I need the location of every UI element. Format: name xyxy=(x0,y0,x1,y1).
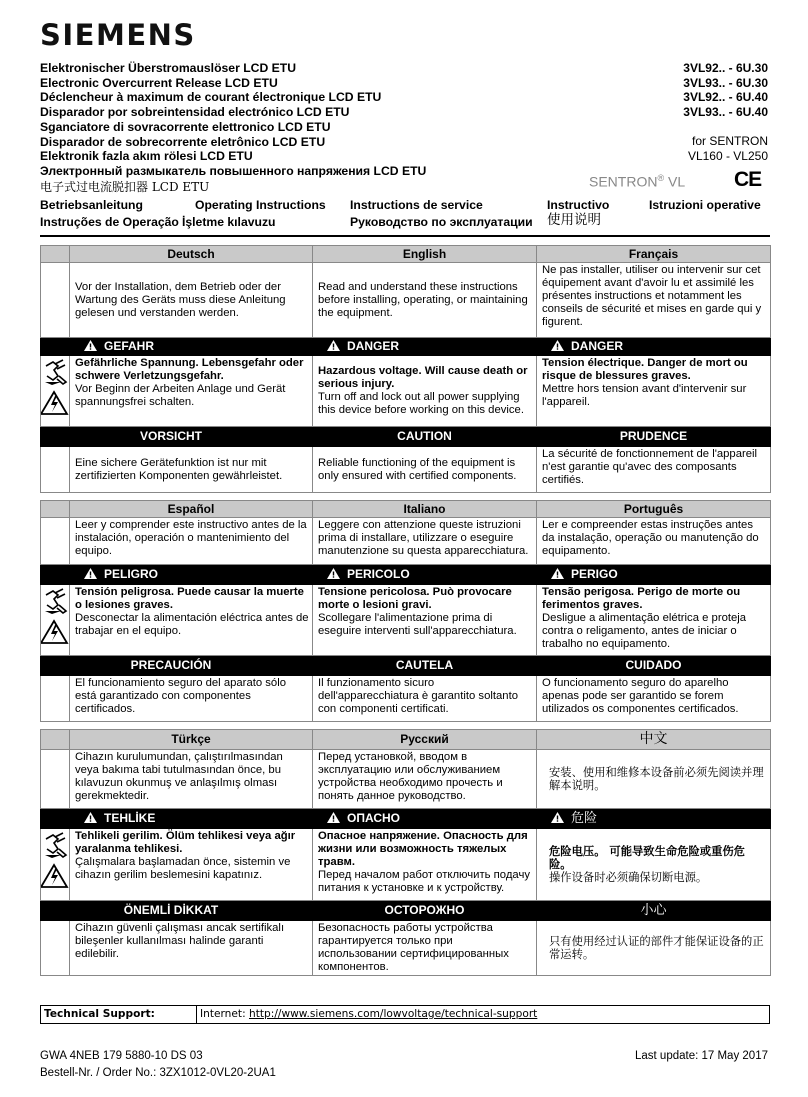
caution-label-row xyxy=(41,656,771,676)
doctype-fr: Instructions de service xyxy=(350,198,483,212)
caution-label: ОСТОРОЖНО xyxy=(313,901,537,921)
title-it: Sganciatore di sovracorrente elettronico LCD ETU xyxy=(40,119,331,134)
caution-text: La sécurité de fonctionnement de l'appareil n'est garantie qu'avec des composants certifiés. xyxy=(537,447,771,493)
danger-text xyxy=(313,829,537,901)
document-number: GWA 4NEB 179 5880-10 DS 03 xyxy=(40,1050,203,1062)
for-sentron-label: for SENTRON xyxy=(691,134,768,148)
intro-text: Vor der Installation, dem Betrieb oder der Wartung des Geräts muss diese Anleitung gelesen und verstanden werden. xyxy=(70,263,313,338)
danger-label xyxy=(70,565,313,585)
order-code: 3VL93.. - 6U.30 xyxy=(683,75,768,90)
ce-mark: CE xyxy=(734,168,762,191)
caution-label: 小心 xyxy=(537,901,771,921)
order-code: 3VL92.. - 6U.40 xyxy=(683,90,768,105)
doctype-it: Istruzioni operative xyxy=(649,198,761,212)
danger-instruction: 操作设备时必须确保切断电源。 xyxy=(549,871,708,884)
danger-bold-text: Hazardous voltage. Will cause death or serious injury. xyxy=(318,365,528,390)
danger-instruction: Scollegare l'alimentazione prima di eseguire interventi sull'apparecchiatura. xyxy=(318,612,517,637)
danger-label xyxy=(70,338,313,356)
hazard-icons xyxy=(41,356,70,427)
for-sentron xyxy=(688,134,768,163)
caution-text: Il funzionamento sicuro dell'apparecchiatura è garantito soltanto con componenti certificati. xyxy=(313,676,537,722)
danger-label xyxy=(313,565,537,585)
danger-bold-text: Tension électrique. Danger de mort ou risque de blessures graves. xyxy=(542,357,748,382)
order-codes xyxy=(683,61,768,120)
model-range: VL160 - VL250 xyxy=(687,148,768,163)
language-heading: Français xyxy=(537,246,771,263)
intro-text: 安装、使用和维修本设备前必须先阅读并理解本说明。 xyxy=(537,750,771,809)
order-number: Bestell-Nr. / Order No.: 3ZX1012-0VL20-2UA1 xyxy=(40,1067,276,1079)
title-zh: 电子式过电流脱扣器 LCD ETU xyxy=(40,179,210,194)
title-tr: Elektronik fazla akım rölesi LCD ETU xyxy=(40,149,253,164)
caution-label: PRECAUCIÓN xyxy=(70,656,313,676)
title-ru: Электронный размыкатель повышенного напряжения LCD ETU xyxy=(40,163,427,178)
intro-row xyxy=(41,750,771,809)
language-heading: 中文 xyxy=(537,730,771,750)
danger-label-text: PELIGRO xyxy=(104,567,159,581)
danger-text xyxy=(70,585,313,656)
support-prefix: Internet: xyxy=(200,1008,250,1020)
language-heading: Türkçe xyxy=(70,730,313,750)
danger-label xyxy=(313,809,537,829)
danger-label xyxy=(313,338,537,356)
danger-label-text: 危险 xyxy=(571,811,598,826)
danger-instruction: Turn off and lock out all power supplying this device before working on this device. xyxy=(318,391,524,416)
danger-label-text: TEHLİKE xyxy=(104,811,156,825)
danger-label xyxy=(70,809,313,829)
danger-text xyxy=(537,829,771,901)
danger-text xyxy=(70,829,313,901)
warning-triangle-icon xyxy=(84,812,97,823)
language-heading: Deutsch xyxy=(70,246,313,263)
danger-text-row xyxy=(41,356,771,427)
doctype-tr: İşletme kılavuzu xyxy=(182,215,276,229)
caution-label: ÖNEMLİ DİKKAT xyxy=(70,901,313,921)
caution-label: VORSICHT xyxy=(70,427,313,447)
danger-label-text: DANGER xyxy=(571,339,624,353)
caution-text: O funcionamento seguro do aparelho apenas pode ser garantido se forem utilizados os componentes certificados. xyxy=(537,676,771,722)
sentron-vl-logo xyxy=(589,173,685,190)
doctype-pt: Instruções de Operação xyxy=(40,215,179,229)
support-link[interactable]: http://www.siemens.com/lowvoltage/technical-support xyxy=(249,1008,538,1020)
warning-triangle-icon xyxy=(84,340,97,351)
language-heading: English xyxy=(313,246,537,263)
registered-mark: ® xyxy=(657,173,665,183)
title-de: Elektronischer Überstromauslöser LCD ETU xyxy=(40,61,297,75)
product-titles xyxy=(40,61,480,195)
title-en: Electronic Overcurrent Release LCD ETU xyxy=(40,75,278,90)
danger-label-row xyxy=(41,809,771,829)
intro-row xyxy=(41,263,771,338)
caution-text: El funcionamiento seguro del aparato sólo está garantizado con componentes certificados. xyxy=(70,676,313,722)
danger-text-row xyxy=(41,829,771,901)
warning-triangle-icon xyxy=(327,340,340,351)
sentron-text: SENTRON xyxy=(589,173,658,190)
danger-label-text: PERIGO xyxy=(571,567,618,581)
language-heading: Русский xyxy=(313,730,537,750)
danger-bold-text: Tensión peligrosa. Puede causar la muerte o lesiones graves. xyxy=(75,586,304,611)
hazard-icons xyxy=(41,585,70,656)
intro-text: Cihazın kurulumundan, çalıştırılmasından veya bakıma tabi tutulmasından önce, bu kılavuzun okunmuş ve anlaşılmış olması gerekmektedir. xyxy=(70,750,313,809)
danger-label xyxy=(537,809,771,829)
danger-bold-text: Gefährliche Spannung. Lebensgefahr oder schwere Verletzungsgefahr. xyxy=(75,357,304,382)
danger-instruction: Mettre hors tension avant d'intervenir sur l'appareil. xyxy=(542,383,747,408)
doctype-en: Operating Instructions xyxy=(195,198,326,212)
intro-row xyxy=(41,518,771,565)
warning-triangle-icon xyxy=(551,812,564,823)
caution-text: Cihazın güvenli çalışması ancak sertifikalı bileşenler kullanılması halinde garanti edilebilir. xyxy=(70,921,313,976)
danger-bold-text: Tensione pericolosa. Può provocare morte o lesioni gravi. xyxy=(318,586,512,611)
intro-text: Ne pas installer, utiliser ou intervenir sur cet équipement avant d'avoir lu et assimilé les présentes instructions et notamment les conseils de sécurité et mises en garde qui y figurent. xyxy=(537,263,771,338)
header-divider xyxy=(40,235,770,237)
danger-instruction: Перед началом работ отключить подачу питания к установке и к устройству. xyxy=(318,869,530,894)
doctype-de: Betriebsanleitung xyxy=(40,198,143,212)
vl-text: VL xyxy=(664,173,686,190)
danger-text xyxy=(313,585,537,656)
caution-label: CUIDADO xyxy=(537,656,771,676)
intro-text: Leggere con attenzione queste istruzioni prima di installare, utilizzare o eseguire manutenzione su questa apparecchiatura. xyxy=(313,518,537,565)
title-pt: Disparador de sobrecorrente eletrônico LCD ETU xyxy=(40,134,326,149)
danger-bold-text: Tensão perigosa. Perigo de morte ou ferimentos graves. xyxy=(542,586,741,611)
danger-label xyxy=(537,565,771,585)
caution-text: 只有使用经过认证的部件才能保证设备的正常运转。 xyxy=(537,921,771,976)
danger-bold-text: 危险电压。 可能导致生命危险或重伤危险。 xyxy=(549,844,745,871)
danger-text xyxy=(313,356,537,427)
caution-text: Eine sichere Gerätefunktion ist nur mit zertifizierten Komponenten gewährleistet. xyxy=(70,447,313,493)
technical-support-box xyxy=(40,1005,770,1024)
title-fr: Déclencheur à maximum de courant électronique LCD ETU xyxy=(40,90,382,105)
danger-text xyxy=(537,356,771,427)
language-heading: Italiano xyxy=(313,501,537,518)
warning-triangle-icon xyxy=(551,340,564,351)
caution-text: Безопасность работы устройства гарантируется только при использовании сертифицированных компонентов. xyxy=(313,921,537,976)
language-heading: Español xyxy=(70,501,313,518)
danger-label-row xyxy=(41,338,771,356)
danger-label-text: DANGER xyxy=(347,339,400,353)
order-code: 3VL92.. - 6U.30 xyxy=(683,61,768,75)
danger-text-row xyxy=(41,585,771,656)
caution-text-row xyxy=(41,676,771,722)
danger-instruction: Vor Beginn der Arbeiten Anlage und Gerät spannungsfrei schalten. xyxy=(75,383,286,408)
caution-label-row xyxy=(41,427,771,447)
doctype-es: Instructivo xyxy=(547,198,610,212)
caution-text: Reliable functioning of the equipment is only ensured with certified components. xyxy=(313,447,537,493)
caution-label-row xyxy=(41,901,771,921)
language-header-row xyxy=(41,730,771,750)
language-header-row xyxy=(41,501,771,518)
intro-text: Leer y comprender este instructivo antes de la instalación, operación o mantenimiento del equipo. xyxy=(70,518,313,565)
danger-instruction: Desconectar la alimentación eléctrica antes de trabajar en el equipo. xyxy=(75,612,309,637)
caution-label: CAUTION xyxy=(313,427,537,447)
intro-text: Перед установкой, вводом в эксплуатацию или обслуживанием устройства необходимо прочесть и понять данное руководство. xyxy=(313,750,537,809)
danger-text xyxy=(537,585,771,656)
danger-bold-text: Опасное напряжение. Опасность для жизни или возможность тяжелых травм. xyxy=(318,830,528,868)
danger-text xyxy=(70,356,313,427)
caution-label: PRUDENCE xyxy=(537,427,771,447)
safety-instructions-table xyxy=(40,245,771,976)
siemens-logo: SIEMENS xyxy=(40,18,196,52)
danger-label-row xyxy=(41,565,771,585)
support-value xyxy=(197,1006,537,1023)
caution-text-row xyxy=(41,921,771,976)
title-es: Disparador por sobreintensidad electrónico LCD ETU xyxy=(40,105,350,120)
warning-triangle-icon xyxy=(84,568,97,579)
danger-label-text: ОПАСНО xyxy=(347,811,400,825)
intro-text: Read and understand these instructions before installing, operating, or maintaining the equipment. xyxy=(313,263,537,338)
last-update: Last update: 17 May 2017 xyxy=(635,1050,768,1062)
doctype-ru: Руководство по эксплуатации xyxy=(350,215,533,229)
caution-text-row xyxy=(41,447,771,493)
warning-triangle-icon xyxy=(327,568,340,579)
warning-triangle-icon xyxy=(551,568,564,579)
order-code: 3VL93.. - 6U.40 xyxy=(683,105,768,120)
language-heading: Português xyxy=(537,501,771,518)
hazard-icons xyxy=(41,829,70,901)
language-header-row xyxy=(41,246,771,263)
doctype-zh: 使用说明 xyxy=(547,212,601,228)
intro-text: Ler e compreender estas instruções antes da instalação, operação ou manutenção do equipamento. xyxy=(537,518,771,565)
support-label: Technical Support: xyxy=(41,1006,197,1023)
danger-instruction: Desligue a alimentação elétrica e proteja contra o religamento, antes de iniciar o trabalho no equipamento. xyxy=(542,612,747,650)
danger-instruction: Çalışmalara başlamadan önce, sistemin ve cihazın gerilim beslemesini kapatınız. xyxy=(75,856,291,881)
danger-bold-text: Tehlikeli gerilim. Ölüm tehlikesi veya ağır yaralanma tehlikesi. xyxy=(75,830,296,855)
warning-triangle-icon xyxy=(327,812,340,823)
caution-label: CAUTELA xyxy=(313,656,537,676)
danger-label xyxy=(537,338,771,356)
danger-label-text: GEFAHR xyxy=(104,339,155,353)
danger-label-text: PERICOLO xyxy=(347,567,410,581)
